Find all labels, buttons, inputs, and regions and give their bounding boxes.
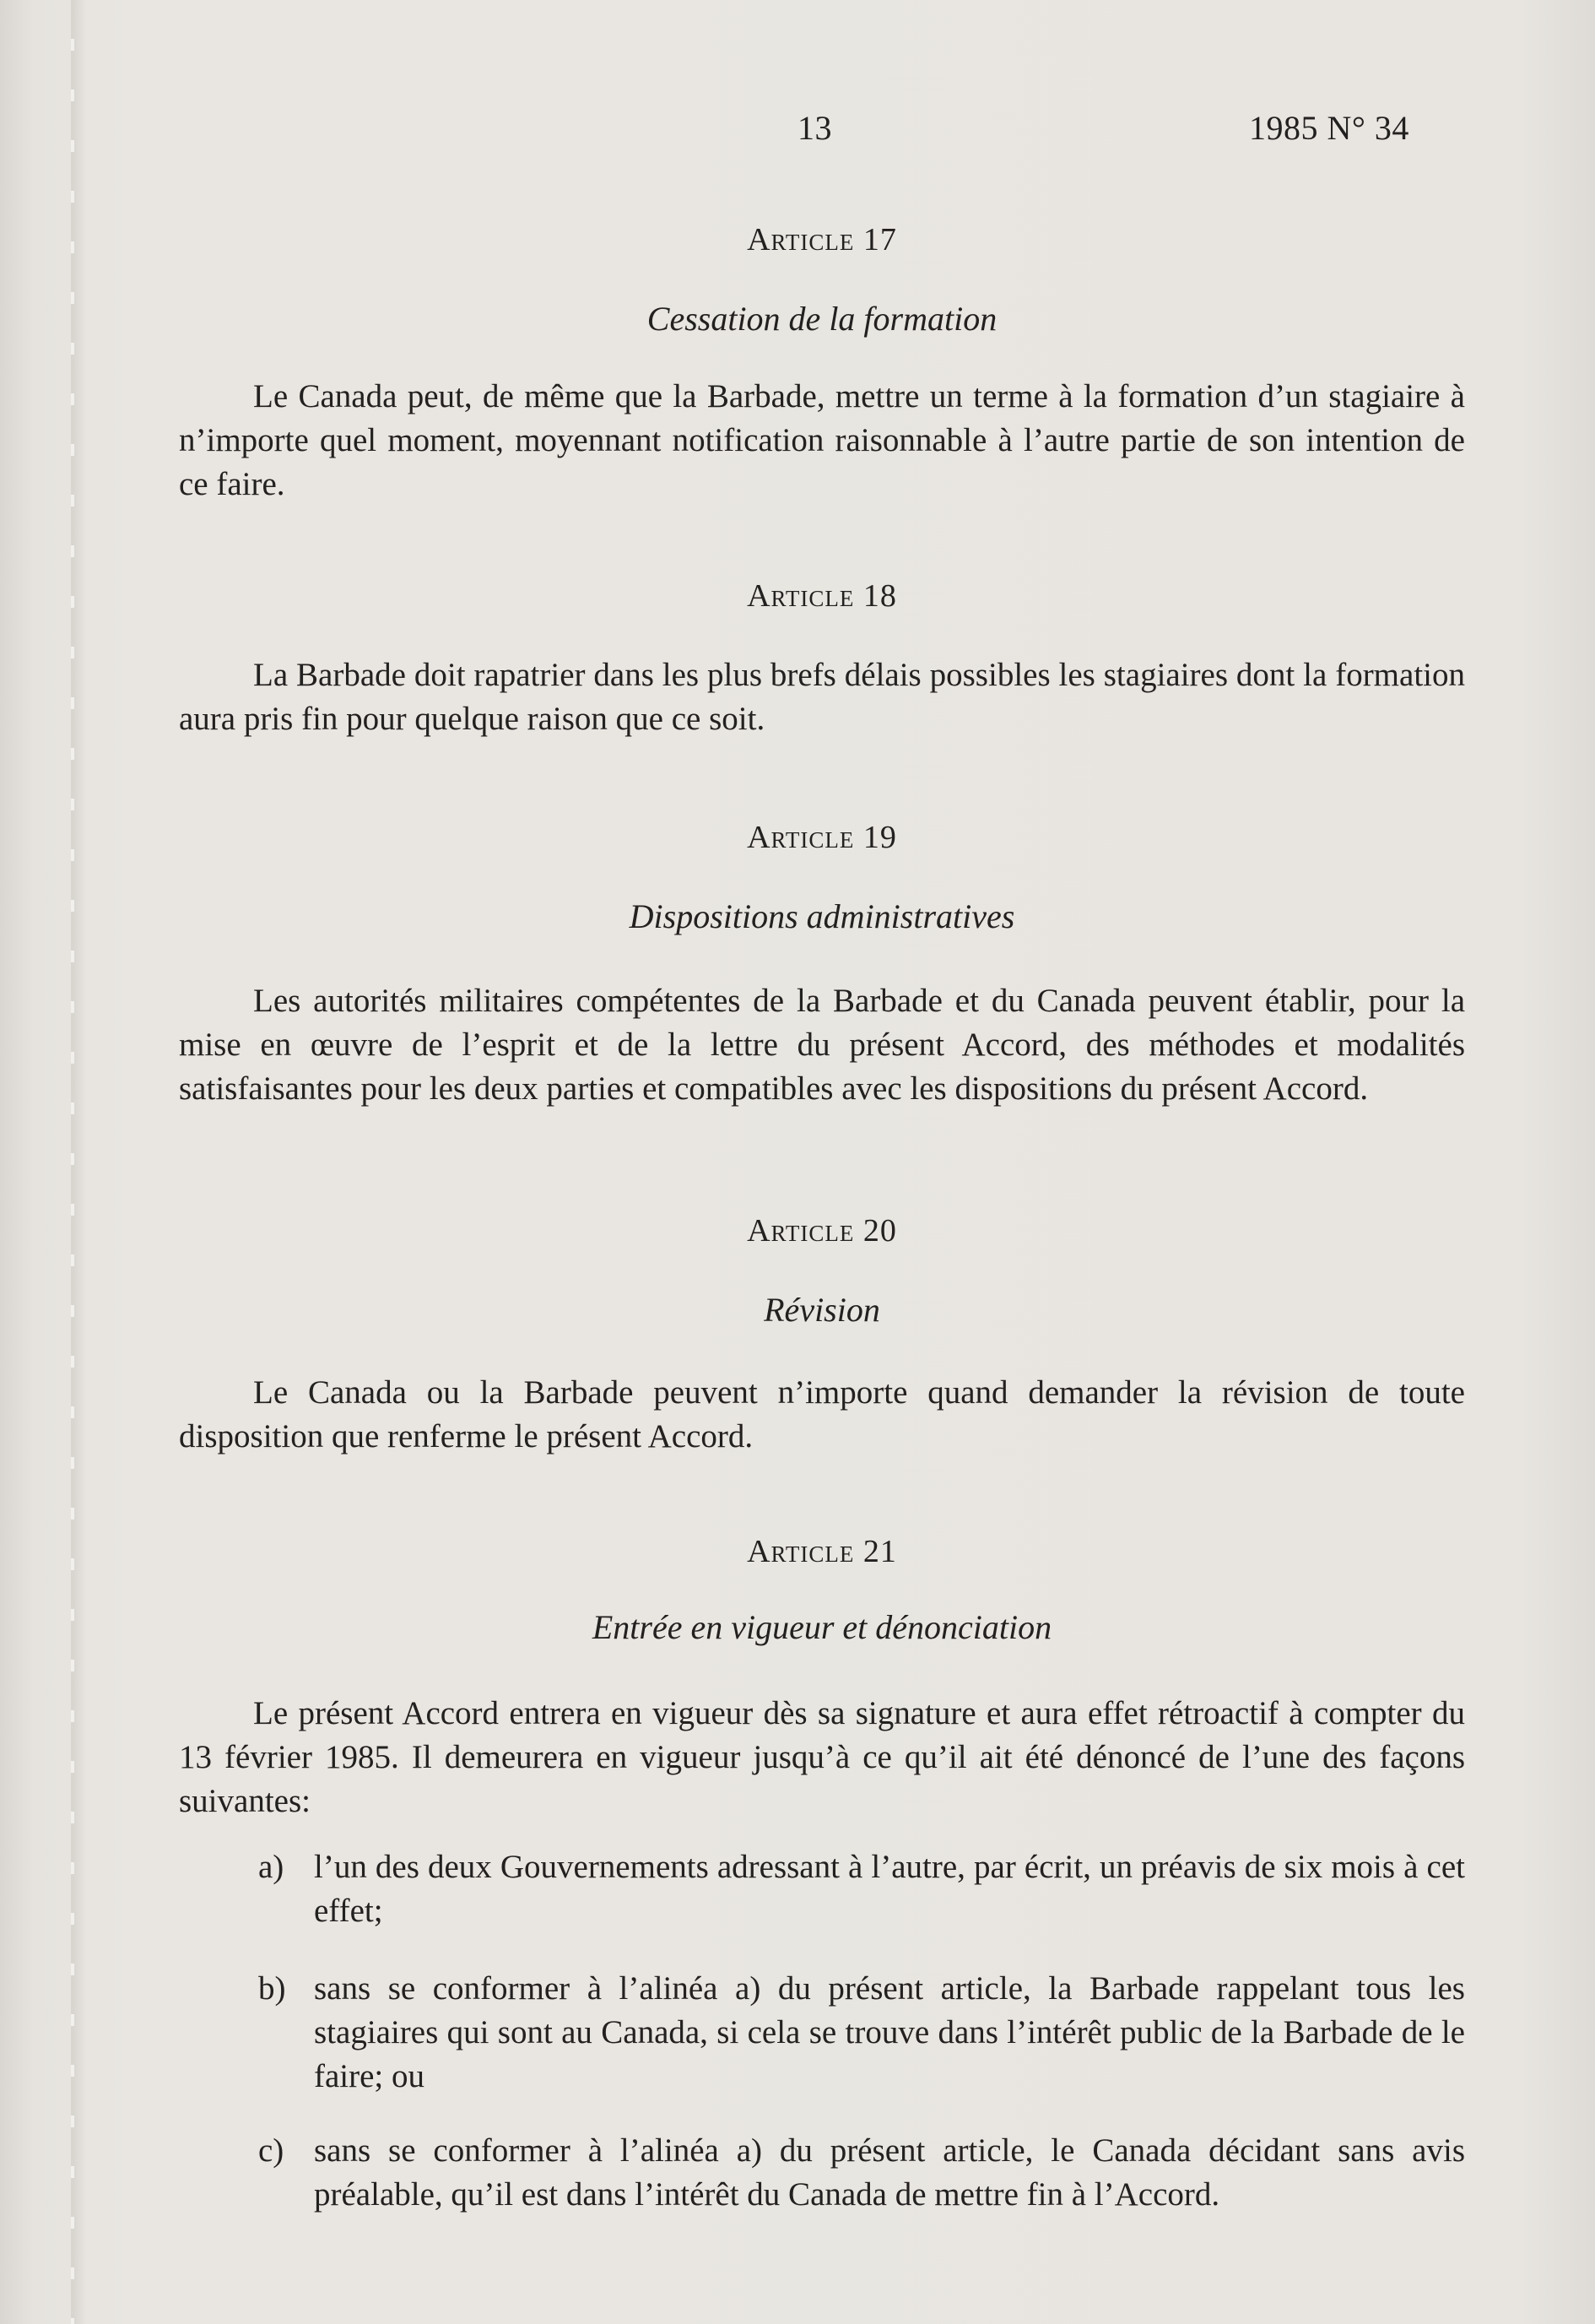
article-21-heading: Article 21 — [747, 1534, 897, 1569]
article-17-heading: Article 17 — [747, 222, 897, 257]
list-item-text: sans se conformer à l’alinéa a) du présent article, le Canada décidant sans avis préalable, qu’il est dans l’intérêt du Canada de mettre fin à l’Accord. — [314, 2132, 1465, 2213]
list-item-text: sans se conformer à l’alinéa a) du présent article, la Barbade rappelant tous les stagiaires qui sont au Canada, si cela se trouve dans l’intérêt public de la Barbade de le faire; ou — [314, 1970, 1465, 2094]
page-number: 13 — [798, 109, 832, 147]
article-20-text: Le Canada ou la Barbade peuvent n’importe quand demander la révision de toute disposition que renferme le présent Accord. — [179, 1374, 1465, 1455]
treaty-number: 1985 N° 34 — [1249, 109, 1409, 147]
article-19-text: Les autorités militaires compétentes de la Barbade et du Canada peuvent établir, pour la mise en œuvre de l’esprit et de la lettre du présent Accord, des méthodes et modalités satisfaisantes pour les deux parties et compatibles avec les dispositions du présent Accord. — [179, 983, 1465, 1107]
list-item-label: c) — [258, 2132, 284, 2169]
list-item-label: a) — [258, 1849, 284, 1885]
binding-shadow — [74, 0, 86, 2324]
article-21-text: Le présent Accord entrera en vigueur dès sa signature et aura effet rétroactif à compter du 13 février 1985. Il demeurera en vigueur jusqu’à ce qu’il ait été dénoncé de l’une des façons suivantes: — [179, 1695, 1465, 1819]
article-18-heading: Article 18 — [747, 578, 897, 614]
article-17-text: Le Canada peut, de même que la Barbade, mettre un terme à la formation d’un stagiaire à n’importe quel moment, moyennant notification raisonnable à l’autre partie de son intention de ce faire. — [179, 378, 1465, 502]
article-19-title: Dispositions administratives — [629, 897, 1015, 935]
article-19-heading: Article 19 — [747, 820, 897, 855]
article-21-title: Entrée en vigueur et dénonciation — [592, 1608, 1052, 1646]
article-18-text: La Barbade doit rapatrier dans les plus brefs délais possibles les stagiaires dont la formation aura pris fin pour quelque raison que ce soit. — [179, 657, 1465, 737]
article-20-heading: Article 20 — [747, 1213, 897, 1249]
article-20-title: Révision — [764, 1291, 880, 1329]
list-item-text: l’un des deux Gouvernements adressant à l’autre, par écrit, un préavis de six mois à cet effet; — [314, 1849, 1465, 1929]
list-item-label: b) — [258, 1970, 286, 2007]
article-17-title: Cessation de la formation — [646, 300, 998, 338]
